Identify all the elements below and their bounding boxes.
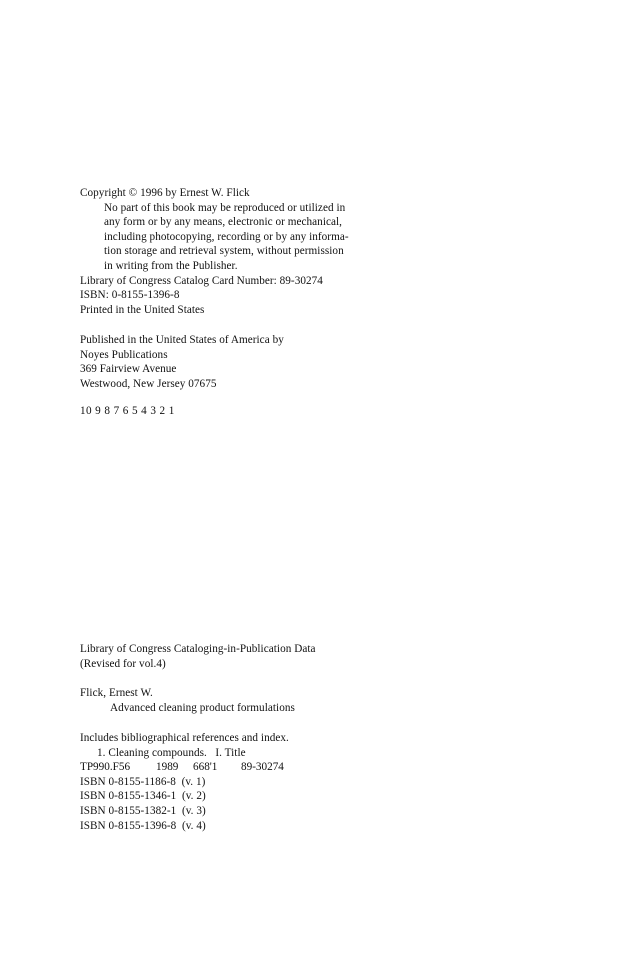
publisher-line: Published in the United States of America by <box>80 334 284 346</box>
cip-isbn-v1: ISBN 0-8155-1186-8 (v. 1) <box>80 775 206 788</box>
cip-isbn-v2: ISBN 0-8155-1346-1 (v. 2) <box>80 790 206 803</box>
cip-header: Library of Congress Cataloging-in-Publication Data <box>80 643 316 655</box>
rights-line: any form or by any means, electronic or mechanical, <box>104 216 343 229</box>
cip-isbn-v4: ISBN 0-8155-1396-8 (v. 4) <box>80 819 206 832</box>
cip-year: 1989 <box>156 761 179 774</box>
rights-line: including photocopying, recording or by any informa- <box>104 230 349 243</box>
copyright-block <box>80 186 600 317</box>
cip-lccn: 89-30274 <box>241 761 284 774</box>
call-number: TP990.F56 <box>80 761 131 774</box>
cip-block <box>80 642 600 671</box>
dewey-number: 668'1 <box>193 761 218 774</box>
lccn-line: Library of Congress Catalog Card Number: 89-30274 <box>80 274 323 287</box>
rights-line: No part of this book may be reproduced or utilized in <box>104 201 346 214</box>
cip-isbn-v3: ISBN 0-8155-1382-1 (v. 3) <box>80 804 206 817</box>
printing-number-line: 10 9 8 7 6 5 4 3 2 1 <box>80 405 175 417</box>
publisher-block <box>80 333 600 391</box>
publisher-name: Noyes Publications <box>80 348 168 361</box>
printing-line-block <box>80 404 600 419</box>
copyright-notice: Copyright © 1996 by Ernest W. Flick <box>80 187 250 199</box>
cip-author: Flick, Ernest W. <box>80 687 153 699</box>
publisher-city: Westwood, New Jersey 07675 <box>80 377 217 390</box>
cip-notes: Includes bibliographical references and index. <box>80 732 289 744</box>
publisher-street: 369 Fairview Avenue <box>80 363 177 376</box>
cip-entry <box>80 686 600 715</box>
isbn-line: ISBN: 0-8155-1396-8 <box>80 289 180 302</box>
cip-classification-row <box>80 760 600 775</box>
cip-details <box>80 731 600 833</box>
cip-revised: (Revised for vol.4) <box>80 657 166 670</box>
rights-line: tion storage and retrieval system, without permission <box>104 245 344 258</box>
rights-line: in writing from the Publisher. <box>104 259 238 272</box>
cip-subjects: 1. Cleaning compounds. I. Title <box>97 746 246 759</box>
printed-line: Printed in the United States <box>80 303 205 316</box>
cip-title: Advanced cleaning product formulations <box>110 701 295 714</box>
